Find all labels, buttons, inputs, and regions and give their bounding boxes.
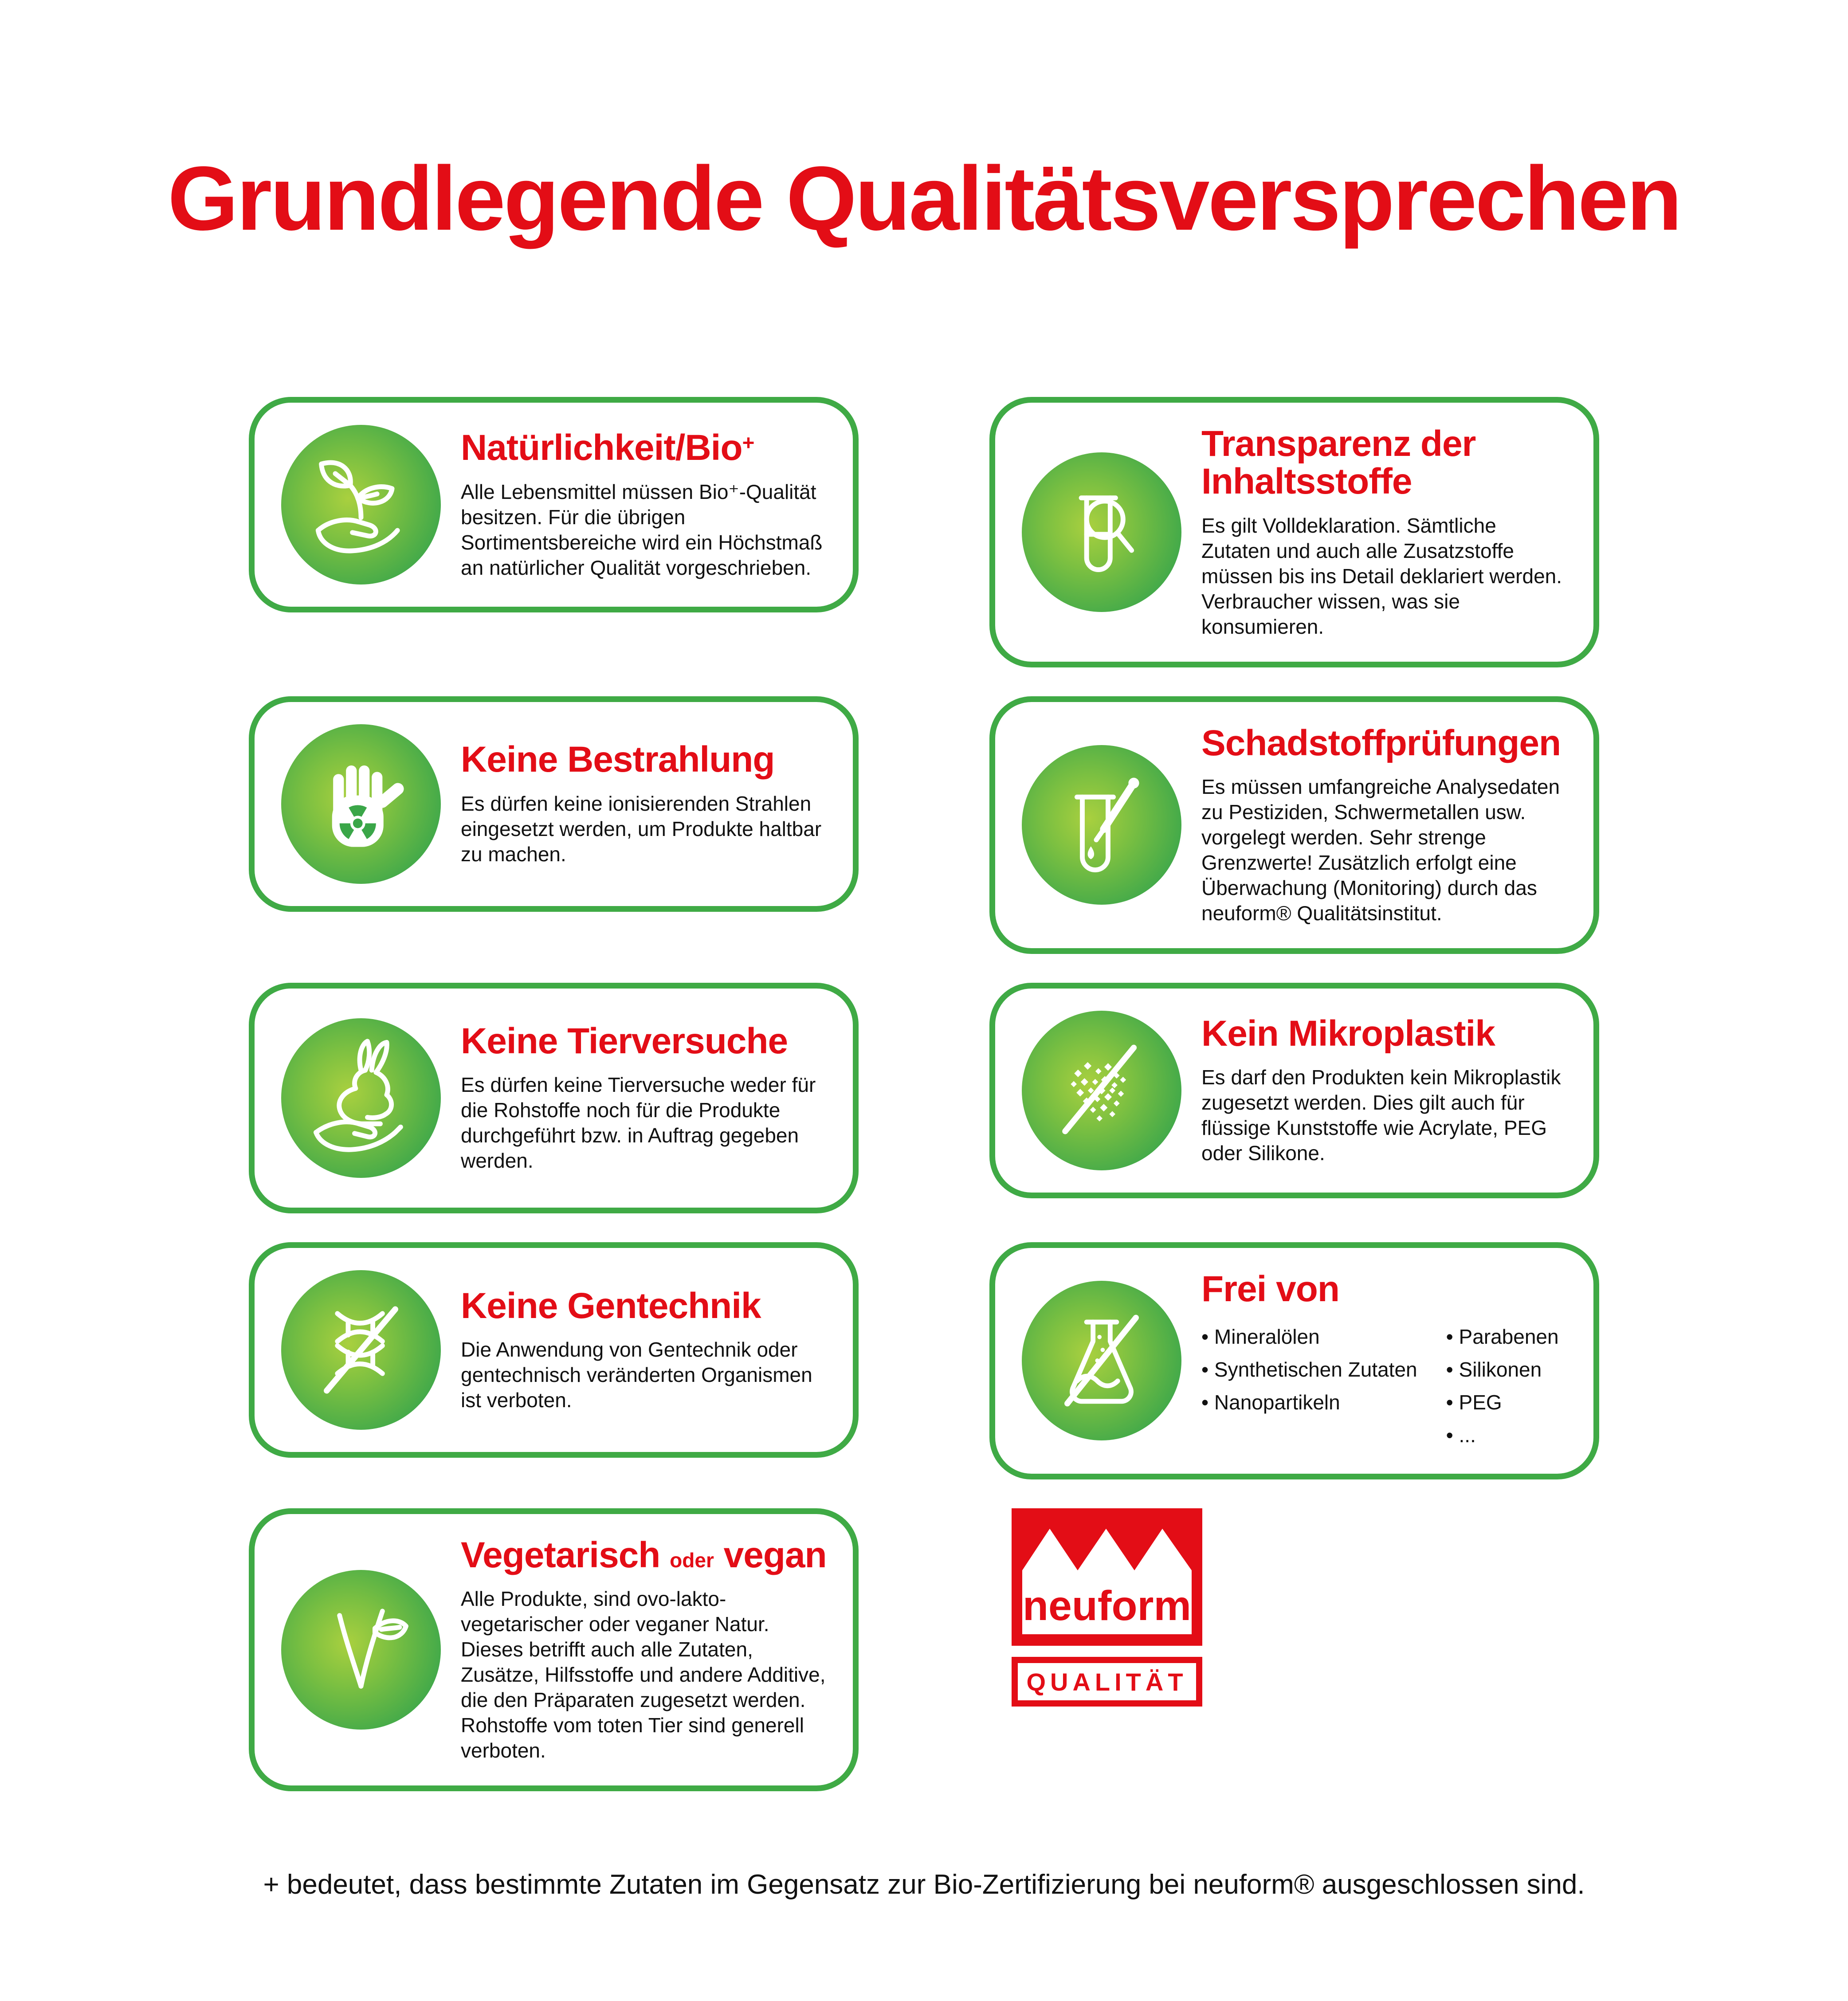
radiation-hand-icon — [281, 724, 441, 884]
card-vegetarisch-vegan — [249, 1508, 859, 1791]
card-keine-tierversuche — [249, 983, 859, 1213]
neuform-logo-mark — [1012, 1508, 1202, 1646]
card-text — [461, 1022, 828, 1173]
no-flask-icon — [1022, 1281, 1181, 1440]
card-heading: Transparenz der Inhaltsstoffe — [1201, 424, 1476, 502]
list-item: • Synthetischen Zutaten — [1201, 1353, 1417, 1386]
card-natuerlichkeit-bio — [249, 397, 859, 612]
card-heading: Keine Gentechnik — [461, 1285, 761, 1326]
list-item: • Silikonen — [1446, 1353, 1559, 1386]
card-heading: Frei von — [1201, 1268, 1339, 1309]
qualitaet-label: QUALITÄT — [1018, 1663, 1196, 1700]
card-heading: Keine Tierversuche — [461, 1021, 788, 1062]
footnote: + bedeutet, dass bestimmte Zutaten im Gegensatz zur Bio-Zertifizierung bei neuform® ausgeschlossen sind. — [263, 1869, 1585, 1900]
card-body: Alle Lebensmittel müssen Bio⁺-Qualität besitzen. Für die übrigen Sortimentsbereiche wird ein Höchstmaß an natürlicher Qualität vorgeschrieben. — [461, 480, 823, 579]
frei-von-column-1 — [1201, 1320, 1417, 1452]
card-heading: Kein Mikroplastik — [1201, 1013, 1495, 1054]
card-text — [461, 741, 828, 867]
rabbit-in-hand-icon — [281, 1018, 441, 1178]
card-text — [461, 1536, 828, 1763]
card-body: Es müssen umfangreiche Analysedaten zu Pestiziden, Schwermetallen usw. vorgelegt werden. Sehr strenge Grenzwerte! Zusätzlich erfolgt eine Überwachung (Monitoring) durch das neuform® Qualitätsinstitut. — [1201, 775, 1560, 925]
card-heading: Keine Bestrahlung — [461, 739, 775, 780]
card-kein-mikroplastik — [989, 983, 1599, 1198]
vegan-sprout-icon — [281, 1570, 441, 1730]
card-schadstoffpruefungen — [989, 696, 1599, 954]
card-heading: Vegetarisch oder vegan — [461, 1535, 827, 1576]
card-transparenz — [989, 397, 1599, 667]
card-body: Alle Produkte, sind ovo-lakto-vegetarischer oder veganer Natur. Dieses betrifft auch alle Zutaten, Zusätze, Hilfsstoffe und andere Additive, die den Präparaten zugesetzt werden. Rohstoffe vom toten Tier sind generell verboten. — [461, 1587, 826, 1762]
neuform-logo — [1012, 1508, 1599, 1707]
card-keine-gentechnik — [249, 1242, 859, 1458]
list-item: • Parabenen — [1446, 1320, 1559, 1353]
bio-plus-superscript: + — [742, 431, 754, 455]
card-keine-bestrahlung — [249, 696, 859, 912]
card-text — [461, 429, 828, 580]
card-text — [461, 1287, 828, 1413]
card-text — [1201, 1015, 1569, 1166]
card-body: Es darf den Produkten kein Mikroplastik zugesetzt werden. Dies gilt auch für flüssige Kunststoffe wie Acrylate, PEG oder Silikone. — [1201, 1066, 1561, 1165]
testtube-magnifier-icon — [1022, 452, 1181, 612]
list-item: • Nanopartikeln — [1201, 1386, 1417, 1419]
testtube-pipette-icon — [1022, 745, 1181, 905]
frei-von-column-2 — [1446, 1320, 1559, 1452]
neuform-wordmark: neuform — [1023, 1582, 1191, 1630]
frei-von-list — [1201, 1320, 1569, 1452]
card-frei-von — [989, 1242, 1599, 1479]
no-gmo-icon — [281, 1270, 441, 1430]
card-heading: Natürlichkeit/Bio+ — [461, 428, 754, 468]
list-item: • ... — [1446, 1419, 1559, 1452]
card-text — [1201, 1270, 1569, 1452]
card-body: Es dürfen keine ionisierenden Strahlen eingesetzt werden, um Produkte haltbar zu machen. — [461, 792, 822, 866]
plant-in-hand-icon — [281, 425, 441, 585]
no-microplastic-icon — [1022, 1011, 1181, 1170]
card-body: Es gilt Volldeklaration. Sämtliche Zutaten und auch alle Zusatzstoffe müssen bis ins Detail deklariert werden. Verbraucher wissen, was sie konsumieren. — [1201, 514, 1562, 638]
card-body: Es dürfen keine Tierversuche weder für die Rohstoffe noch für die Produkte durchgeführt bzw. in Auftrag gegeben werden. — [461, 1073, 816, 1173]
qualitaet-banner — [1012, 1657, 1202, 1707]
card-body: Die Anwendung von Gentechnik oder gentechnisch veränderten Organismen ist verboten. — [461, 1338, 812, 1412]
quality-cards-grid — [0, 397, 1848, 1791]
card-heading: Schadstoffprüfungen — [1201, 722, 1561, 763]
card-text — [1201, 425, 1569, 640]
list-item: • Mineralölen — [1201, 1320, 1417, 1353]
heading-oder-label: oder — [670, 1549, 714, 1572]
list-item: • PEG — [1446, 1386, 1559, 1419]
card-text — [1201, 724, 1569, 926]
page-title: Grundlegende Qualitätsversprechen — [168, 148, 1680, 249]
